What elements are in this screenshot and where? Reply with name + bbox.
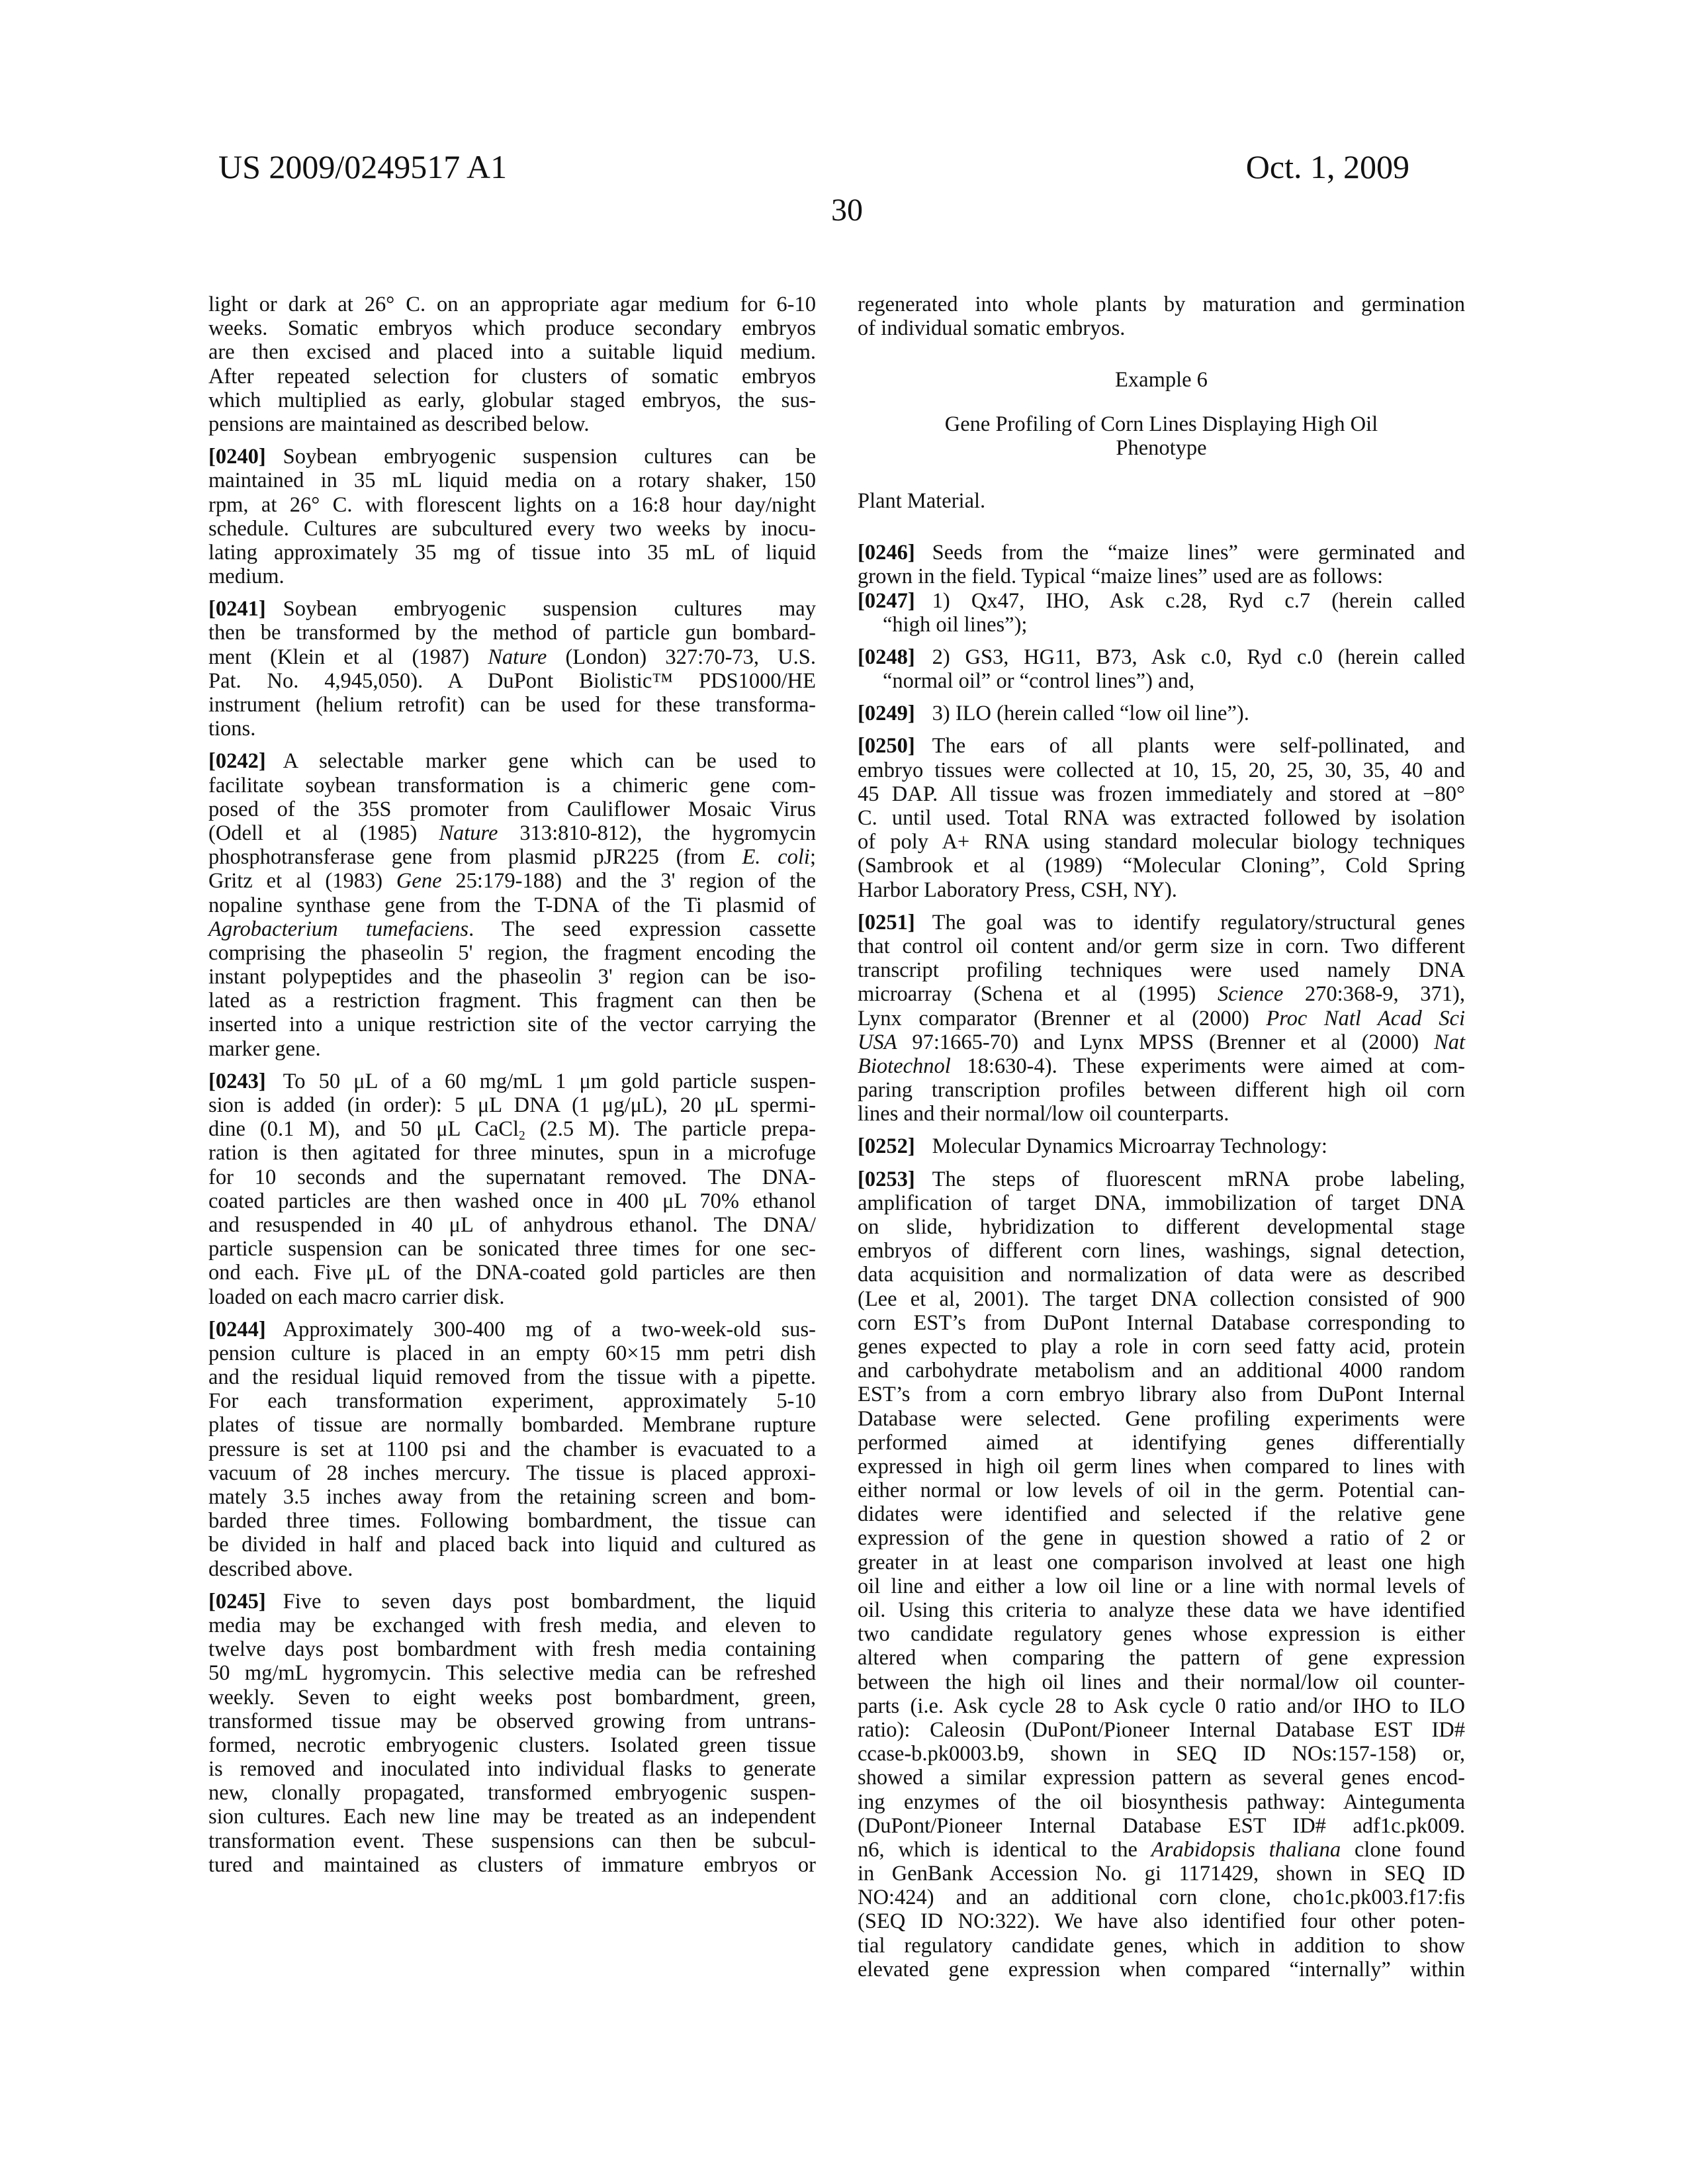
text-line: and carbohydrate metabolism and an additional 4000 random xyxy=(858,1359,1465,1383)
paragraph xyxy=(208,1069,816,1309)
text-line: “high oil lines”); xyxy=(883,612,1028,637)
text-line: (SEQ ID NO:322). We have also identified four other poten- xyxy=(858,1909,1465,1934)
text-line: regenerated into whole plants by maturation and germination xyxy=(858,293,1465,316)
paragraph xyxy=(858,911,1465,1126)
text-line: tions. xyxy=(208,717,256,741)
text-line: Lynx comparator (Brenner et al (2000) Proc Natl Acad Sci xyxy=(858,1006,1465,1030)
text-line: pension culture is placed in an empty 60×15 mm petri dish xyxy=(208,1341,816,1365)
text-line: on slide, hybridization to different developmental stage xyxy=(858,1215,1465,1239)
paragraph xyxy=(858,1134,1465,1158)
text-line: [0253] The steps of fluorescent mRNA probe labeling, xyxy=(858,1167,1465,1191)
text-line: maintained in 35 mL liquid media on a rotary shaker, 150 xyxy=(208,469,816,493)
text-line: that control oil content and/or germ size in corn. Two different xyxy=(858,934,1465,958)
text-line: tured and maintained as clusters of immature embryos or xyxy=(208,1852,816,1877)
text-line: corn EST’s from DuPont Internal Database corresponding to xyxy=(858,1310,1465,1335)
text-line: mately 3.5 inches away from the retaining screen and bom- xyxy=(208,1485,816,1509)
paragraph xyxy=(858,734,1465,901)
text-line: media may be exchanged with fresh media, and eleven to xyxy=(208,1613,816,1637)
text-line: Harbor Laboratory Press, CSH, NY). xyxy=(858,878,1177,902)
text-line: (DuPont/Pioneer Internal Database EST ID# adf1c.pk009. xyxy=(858,1813,1465,1838)
text-line: formed, necrotic embryogenic clusters. Isolated green tissue xyxy=(208,1733,816,1757)
text-line: facilitate soybean transformation is a chimeric gene com- xyxy=(208,773,816,797)
text-line: [0244] Approximately 300-400 mg of a two-week-old sus- xyxy=(208,1317,816,1342)
paragraph-number: [0246] xyxy=(858,541,915,565)
continued-paragraph xyxy=(858,293,1465,340)
text-line: pressure is set at 1100 psi and the chamber is evacuated to a xyxy=(208,1437,816,1461)
text-line: NO:424) and an additional corn clone, cho1c.pk003.f17:fis xyxy=(858,1886,1465,1910)
text-line: between the high oil lines and their normal/low oil counter- xyxy=(858,1670,1465,1694)
text-line: new, clonally propagated, transformed embryogenic suspen- xyxy=(208,1781,816,1805)
paragraph-number: [0248] xyxy=(858,645,915,669)
text-line: [0252] Molecular Dynamics Microarray Technology: xyxy=(858,1134,1327,1159)
text-line: transformed tissue may be observed growing from untrans- xyxy=(208,1709,816,1733)
text-line: ration is then agitated for three minutes, spun in a microfuge xyxy=(208,1141,816,1165)
text-line: be divided in half and placed back into liquid and cultured as xyxy=(208,1533,816,1557)
text-line: described above. xyxy=(208,1557,353,1581)
text-line: light or dark at 26° C. on an appropriate agar medium for 6-10 xyxy=(208,293,816,316)
text-line: lated as a restriction fragment. This fragment can then be xyxy=(208,989,816,1013)
text-line: is removed and inoculated into individual flasks to generate xyxy=(208,1757,816,1782)
text-line: [0250] The ears of all plants were self-pollinated, and xyxy=(858,734,1465,758)
text-line: coated particles are then washed once in 400 μL 70% ethanol xyxy=(208,1189,816,1213)
text-line: microarray (Schena et al (1995) Science 270:368-9, 371), xyxy=(858,982,1465,1007)
text-line: Biotechnol 18:630-4). These experiments were aimed at com- xyxy=(858,1054,1465,1078)
text-line: [0246] Seeds from the “maize lines” were germinated and xyxy=(858,541,1465,565)
text-line: either normal or low levels of oil in the germ. Potential can- xyxy=(858,1479,1465,1503)
text-line: posed of the 35S promoter from Cauliflower Mosaic Virus xyxy=(208,797,816,821)
paragraph xyxy=(208,293,816,436)
text-line: parts (i.e. Ask cycle 28 to Ask cycle 0 ratio and/or IHO to ILO xyxy=(858,1694,1465,1718)
text-line: (Sambrook et al (1989) “Molecular Cloning”, Cold Spring xyxy=(858,854,1465,878)
paragraph xyxy=(858,589,1465,637)
right-column xyxy=(858,293,1465,1990)
text-line: greater in at least one comparison involved at least one high xyxy=(858,1550,1465,1574)
text-line: comprising the phaseolin 5' region, the fragment encoding the xyxy=(208,940,816,965)
text-line: tial regulatory candidate genes, which in addition to show xyxy=(858,1933,1465,1958)
text-line: [0241] Soybean embryogenic suspension cultures may xyxy=(208,597,816,621)
text-line: then be transformed by the method of particle gun bombard- xyxy=(208,621,816,645)
paragraph xyxy=(208,597,816,741)
text-line: [0245] Five to seven days post bombardment, the liquid xyxy=(208,1589,816,1614)
paragraph-number: [0253] xyxy=(858,1167,915,1191)
text-line: “normal oil” or “control lines”) and, xyxy=(883,669,1195,694)
text-line: instrument (helium retrofit) can be used for these transforma- xyxy=(208,693,816,717)
text-line: showed a similar expression pattern as several genes encod- xyxy=(858,1766,1465,1790)
text-line: data acquisition and normalization of data were as described xyxy=(858,1263,1465,1287)
text-line: inserted into a unique restriction site of the vector carrying the xyxy=(208,1013,816,1037)
text-line: ratio): Caleosin (DuPont/Pioneer Internal Database EST ID# xyxy=(858,1717,1465,1742)
text-line: ing enzymes of the oil biosynthesis pathway: Aintegumenta xyxy=(858,1790,1465,1814)
text-line: transcript profiling techniques were used namely DNA xyxy=(858,958,1465,983)
text-line: dine (0.1 M), and 50 μL CaCl$_2$ (2.5 M). The particle prepa- xyxy=(208,1117,816,1144)
paragraph-number: [0247] xyxy=(858,588,915,613)
text-line: For each transformation experiment, approximately 5-10 xyxy=(208,1389,816,1414)
text-line: pensions are maintained as described below. xyxy=(208,412,590,436)
paragraph xyxy=(208,445,816,588)
text-line: (Lee et al, 2001). The target DNA collection consisted of 900 xyxy=(858,1287,1465,1311)
text-line: particle suspension can be sonicated three times for one sec- xyxy=(208,1237,816,1261)
example-title-line: Gene Profiling of Corn Lines Displaying High Oil xyxy=(944,412,1378,436)
text-line: lating approximately 35 mg of tissue into 35 mL of liquid xyxy=(208,540,816,565)
paragraph-number: [0241] xyxy=(208,597,266,621)
text-line: rpm, at 26° C. with florescent lights on a 16:8 hour day/night xyxy=(208,492,816,517)
text-line: marker gene. xyxy=(208,1036,321,1061)
text-line: schedule. Cultures are subcultured every two weeks by inocu- xyxy=(208,516,816,541)
text-line: (Odell et al (1985) Nature 313:810-812), the hygromycin xyxy=(208,821,816,845)
text-line: expressed in high oil germ lines when compared to lines with xyxy=(858,1454,1465,1479)
text-line: are then excised and placed into a suitable liquid medium. xyxy=(208,340,816,365)
paragraph xyxy=(208,1590,816,1877)
text-line: weekly. Seven to eight weeks post bombardment, green, xyxy=(208,1685,816,1709)
text-line: altered when comparing the pattern of gene expression xyxy=(858,1646,1465,1670)
text-line: loaded on each macro carrier disk. xyxy=(208,1285,505,1309)
text-line: ccase-b.pk0003.b9, shown in SEQ ID NOs:157-158) or, xyxy=(858,1742,1465,1766)
text-line: amplification of target DNA, immobilization of target DNA xyxy=(858,1191,1465,1215)
section-label xyxy=(858,489,1465,513)
text-line: ond each. Five μL of the DNA-coated gold particles are then xyxy=(208,1261,816,1285)
paragraph xyxy=(208,1318,816,1581)
section-label-text: Plant Material. xyxy=(858,488,986,513)
paragraph xyxy=(208,749,816,1060)
text-line: embryo tissues were collected at 10, 15, 20, 25, 30, 35, 40 and xyxy=(858,758,1465,782)
right-paragraphs xyxy=(858,541,1465,1981)
text-line: Database were selected. Gene profiling experiments were xyxy=(858,1406,1465,1431)
text-line: lines and their normal/low oil counterparts. xyxy=(858,1102,1229,1126)
text-line: performed aimed at identifying genes differentially xyxy=(858,1430,1465,1455)
text-line: embryos of different corn lines, washings, signal detection, xyxy=(858,1239,1465,1263)
text-line: transformation event. These suspensions can then be subcul- xyxy=(208,1829,816,1853)
text-line: instant polypeptides and the phaseolin 3' region can be iso- xyxy=(208,965,816,989)
text-line: oil line and either a low oil line or a line with normal levels of xyxy=(858,1574,1465,1598)
page-number: 30 xyxy=(831,193,863,228)
text-line: which multiplied as early, globular staged embryos, the sus- xyxy=(208,388,816,412)
paragraph-number: [0243] xyxy=(208,1069,266,1093)
text-line: n6, which is identical to the Arabidopsis thaliana clone found xyxy=(858,1837,1465,1862)
text-line: [0251] The goal was to identify regulatory/structural genes xyxy=(858,910,1465,934)
paragraph-number: [0244] xyxy=(208,1317,266,1342)
example-title xyxy=(858,412,1465,460)
text-line: expression of the gene in question showed a ratio of 2 or xyxy=(858,1526,1465,1551)
text-line: elevated gene expression when compared “internally” within xyxy=(858,1957,1465,1981)
text-line: of individual somatic embryos. xyxy=(858,316,1126,341)
paragraph-number: [0242] xyxy=(208,749,266,774)
text-line: vacuum of 28 inches mercury. The tissue is placed approxi- xyxy=(208,1461,816,1485)
paragraph-number: [0252] xyxy=(858,1134,915,1159)
text-line: and resuspended in 40 μL of anhydrous ethanol. The DNA/ xyxy=(208,1212,816,1237)
publication-date: Oct. 1, 2009 xyxy=(1245,148,1409,185)
text-line: twelve days post bombardment with fresh media containing xyxy=(208,1637,816,1662)
text-line: weeks. Somatic embryos which produce secondary embryos xyxy=(208,316,816,341)
example-label: Example 6 xyxy=(1115,368,1208,392)
text-line: and the residual liquid removed from the tissue with a pipette. xyxy=(208,1365,816,1390)
text-line: plates of tissue are normally bombarded. Membrane rupture xyxy=(208,1413,816,1437)
text-line: USA 97:1665-70) and Lynx MPSS (Brenner et al (2000) Nat xyxy=(858,1030,1465,1054)
example-title-line: Phenotype xyxy=(1116,435,1207,460)
text-line: medium. xyxy=(208,565,285,589)
text-line: C. until used. Total RNA was extracted followed by isolation xyxy=(858,806,1465,830)
paragraph-number: [0251] xyxy=(858,910,915,934)
example-heading xyxy=(858,368,1465,392)
text-line: [0247] 1) Qx47, IHO, Ask c.28, Ryd c.7 (herein called xyxy=(858,588,1465,613)
text-line: nopaline synthase gene from the T-DNA of the Ti plasmid of xyxy=(208,893,816,917)
text-line: Gritz et al (1983) Gene 25:179-188) and the 3' region of the xyxy=(208,869,816,893)
text-line: [0243] To 50 μL of a 60 mg/mL 1 μm gold particle suspen- xyxy=(208,1069,816,1093)
text-line: sion cultures. Each new line may be treated as an independent xyxy=(208,1805,816,1829)
paragraph-number: [0245] xyxy=(208,1589,266,1614)
paragraph xyxy=(858,702,1465,725)
text-line: 50 mg/mL hygromycin. This selective media can be refreshed xyxy=(208,1661,816,1686)
text-line: in GenBank Accession No. gi 1171429, shown in SEQ ID xyxy=(858,1862,1465,1886)
text-line: sion is added (in order): 5 μL DNA (1 μg/μL), 20 μL spermi- xyxy=(208,1093,816,1117)
left-column xyxy=(208,293,816,1886)
text-line: Pat. No. 4,945,050). A DuPont Biolistic™ PDS1000/HE xyxy=(208,668,816,693)
text-line: for 10 seconds and the supernatant removed. The DNA- xyxy=(208,1165,816,1189)
text-line: paring transcription profiles between different high oil corn xyxy=(858,1078,1465,1103)
text-line: [0249] 3) ILO (herein called “low oil line”). xyxy=(858,702,1249,726)
text-line: didates were identified and selected if the relative gene xyxy=(858,1502,1465,1527)
paragraph-number: [0249] xyxy=(858,702,915,726)
text-line: of poly A+ RNA using standard molecular biology techniques xyxy=(858,830,1465,854)
text-line: After repeated selection for clusters of somatic embryos xyxy=(208,364,816,388)
text-line: grown in the field. Typical “maize lines” used are as follows: xyxy=(858,565,1384,589)
text-line: two candidate regulatory genes whose expression is either xyxy=(858,1622,1465,1647)
text-line: oil. Using this criteria to analyze these data we have identified xyxy=(858,1598,1465,1622)
publication-number: US 2009/0249517 A1 xyxy=(218,148,508,185)
paragraph xyxy=(858,645,1465,693)
text-line: phosphotransferase gene from plasmid pJR225 (from E. coli; xyxy=(208,845,816,870)
text-line: 45 DAP. All tissue was frozen immediately and stored at −80° xyxy=(858,782,1465,806)
text-line: Agrobacterium tumefaciens. The seed expression cassette xyxy=(208,917,816,941)
text-line: barded three times. Following bombardment, the tissue can xyxy=(208,1509,816,1533)
text-line: [0248] 2) GS3, HG11, B73, Ask c.0, Ryd c.0 (herein called xyxy=(858,645,1465,669)
paragraph xyxy=(858,541,1465,588)
text-line: ment (Klein et al (1987) Nature (London) 327:70-73, U.S. xyxy=(208,645,816,669)
paragraph xyxy=(858,1167,1465,1981)
paragraph-number: [0250] xyxy=(858,734,915,758)
text-line: genes expected to play a role in corn seed fatty acid, protein xyxy=(858,1334,1465,1359)
text-line: [0242] A selectable marker gene which can be used to xyxy=(208,749,816,774)
text-line: [0240] Soybean embryogenic suspension cultures can be xyxy=(208,445,816,469)
text-line: EST’s from a corn embryo library also from DuPont Internal xyxy=(858,1383,1465,1407)
paragraph-number: [0240] xyxy=(208,445,266,469)
